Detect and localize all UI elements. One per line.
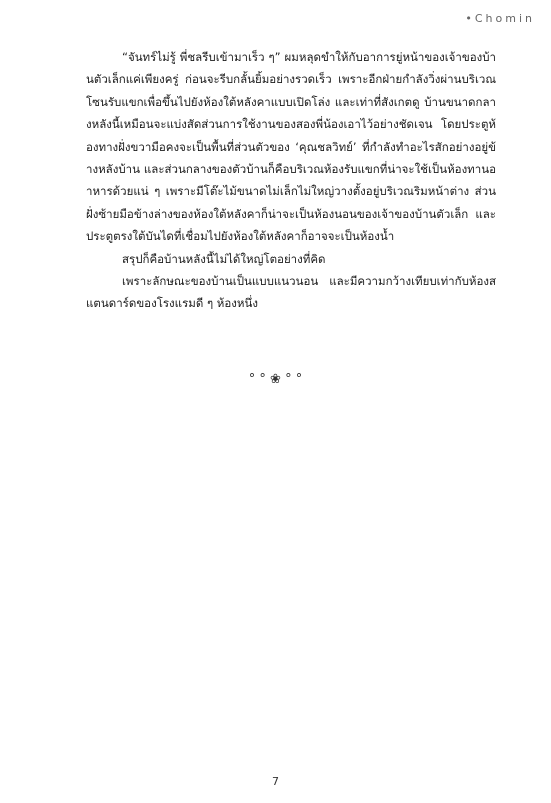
- body-text: [86, 46, 496, 315]
- section-break-ornament: ° ° ❀ ° °: [248, 372, 303, 387]
- page-number: 7: [272, 775, 279, 788]
- paragraph: สรุปก็คือบ้านหลังนี้ไม่ได้ใหญ่โตอย่างที่คิด: [122, 251, 326, 266]
- paragraph: “จันทร์ไม่รู้ พี่ชลรีบเข้ามาเร็ว ๆ” ผมหลุดขำให้กับอาการยู่หน้าของเจ้าของบ้านตัวเล็กแค่เพียงครู่ ก่อนจะรีบกลั้นยิ้มอย่างรวดเร็ว เพราะอีกฝ่ายกำลังวิ่งผ่านบริเวณโซนรับแขกเพื่อขึ้นไปยังห้องใต้หลังคาแบบเปิดโล่ง และเท่าที่สังเกตดู บ้านขนาดกลางหลังนี้เหมือนจะแบ่งสัดส่วนการใช้งานของสองพี่น้องเอาไว้อย่างชัดเจน โดยประตูห้องทางฝั่งขวามือคงจะเป็นพื้นที่ส่วนตัวของ ‘คุณชลวิทย์’ ที่กำลังทำอะไรสักอย่างอยู่ข้างหลังบ้าน และส่วนกลางของตัวบ้านก็คือบริเวณห้องรับแขกที่น่าจะใช้เป็นห้องทานอาหารด้วยแน่ ๆ เพราะมีโต๊ะไม้ขนาดไม่เล็กไม่ใหญ่วางตั้งอยู่บริเวณริมหน้าต่าง ส่วนฝั่งซ้ายมือข้างล่างของห้องใต้หลังคาก็น่าจะเป็นห้องนอนของเจ้าของบ้านตัวเล็ก และประตูตรงใต้บันไดที่เชื่อมไปยังห้องใต้หลังคาก็อาจจะเป็นห้องน้ำ: [86, 50, 496, 244]
- paragraph: เพราะลักษณะของบ้านเป็นแบบแนวนอน และมีความกว้างเทียบเท่ากับห้องสแตนดาร์ดของโรงแรมดี ๆ ห้องหนึ่ง: [86, 274, 496, 311]
- author-watermark: •Chomin: [465, 12, 535, 25]
